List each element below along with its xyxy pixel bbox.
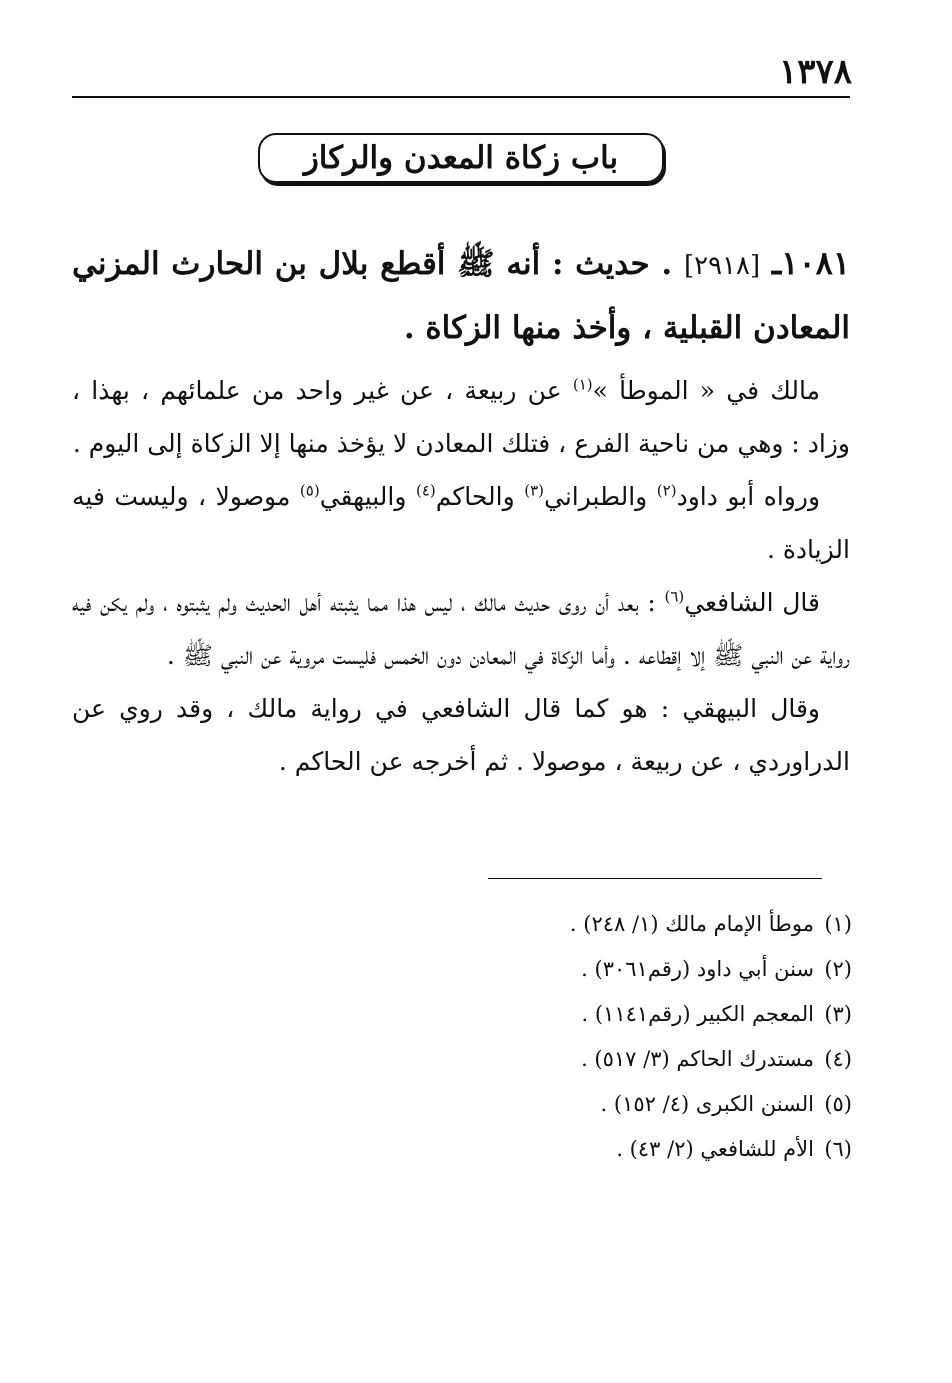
hadith-label: . حديث : — [551, 246, 673, 282]
hadith-text: أنه ﷺ أقطع بلال بن الحارث المزني المعادن القبلية ، وأخذ منها الزكاة . — [72, 246, 850, 346]
page-number: ١٣٧٨ — [778, 52, 852, 92]
p2-text-e: موصولا ، وليست فيه الزيادة . — [72, 482, 850, 564]
footnote-text: موطأ الإمام مالك (١/ ٢٤٨) . — [569, 912, 814, 936]
p2-text-c: والحاكم — [435, 482, 515, 511]
p1-text-a: مالك في « الموطأ » — [592, 376, 820, 405]
paragraph-1 — [72, 364, 850, 470]
footnote-ref-4: (٤) — [415, 481, 436, 500]
footnote-item — [570, 1082, 852, 1127]
footnote-item — [570, 902, 852, 947]
p3-text-a: قال الشافعي — [684, 588, 820, 617]
header-rule — [72, 96, 850, 98]
chapter-title-box — [258, 133, 664, 183]
footnotes-list — [570, 902, 852, 1172]
footnote-number: (٢) — [824, 957, 852, 981]
p2-text-a: ورواه أبو داود — [676, 482, 821, 511]
footnote-text: السنن الكبرى (٤/ ١٥٢) . — [600, 1092, 814, 1116]
footnote-text: مستدرك الحاكم (٣/ ٥١٧) . — [581, 1047, 814, 1071]
footnote-number: (٤) — [824, 1047, 852, 1071]
footnote-item — [570, 1037, 852, 1082]
hadith-number: ١٠٨١ـ — [771, 244, 851, 282]
p1-text-b: عن ربيعة ، عن غير واحد من علمائهم ، بهذا ، وزاد : وهي من ناحية الفرع ، فتلك المعادن لا يؤخذ منها إلا الزكاة إلى اليوم . — [72, 376, 850, 458]
footnote-separator — [488, 878, 822, 879]
paragraph-3 — [72, 576, 850, 682]
paragraph-4 — [72, 682, 850, 788]
footnote-number: (٥) — [824, 1092, 852, 1116]
p3-text-b: : بعد أن روى حديث مالك ، ليس هذا مما يثبته أهل الحديث ولم يثبتوه ، ولم يكن فيه رواية عن النبي ﷺ إلا إقطاعه . وأما الزكاة في المعادن دون الخمس فليست مروية عن النبي ﷺ . — [72, 588, 850, 670]
p2-text-d: والبيهقي — [319, 482, 407, 511]
footnote-number: (١) — [824, 912, 852, 936]
p2-text-b: والطبراني — [544, 482, 648, 511]
chapter-title: باب زكاة المعدن والركاز — [303, 140, 619, 176]
footnote-number: (٦) — [824, 1137, 852, 1161]
footnote-ref-6: (٦) — [664, 587, 685, 606]
hadith-reference: [٢٩١٨] — [683, 251, 761, 281]
footnote-ref-3: (٣) — [524, 481, 545, 500]
footnote-item — [570, 992, 852, 1037]
footnote-item — [570, 1127, 852, 1172]
footnote-ref-5: (٥) — [299, 481, 320, 500]
footnote-ref-1: (١) — [572, 375, 593, 394]
footnote-number: (٣) — [824, 1002, 852, 1026]
hadith-heading — [72, 232, 850, 359]
footnote-text: سنن أبي داود (رقم٣٠٦١) . — [581, 957, 814, 981]
footnote-text: المعجم الكبير (رقم١١٤١) . — [581, 1002, 814, 1026]
footnote-item — [570, 947, 852, 992]
footnote-text: الأم للشافعي (٢/ ٤٣) . — [616, 1137, 814, 1161]
p4-text: وقال البيهقي : هو كما قال الشافعي في رواية مالك ، وقد روي عن الدراوردي ، عن ربيعة ، موصولا . ثم أخرجه عن الحاكم . — [72, 694, 850, 776]
paragraph-2 — [72, 470, 850, 576]
commentary — [72, 364, 850, 788]
footnote-ref-2: (٢) — [656, 481, 677, 500]
